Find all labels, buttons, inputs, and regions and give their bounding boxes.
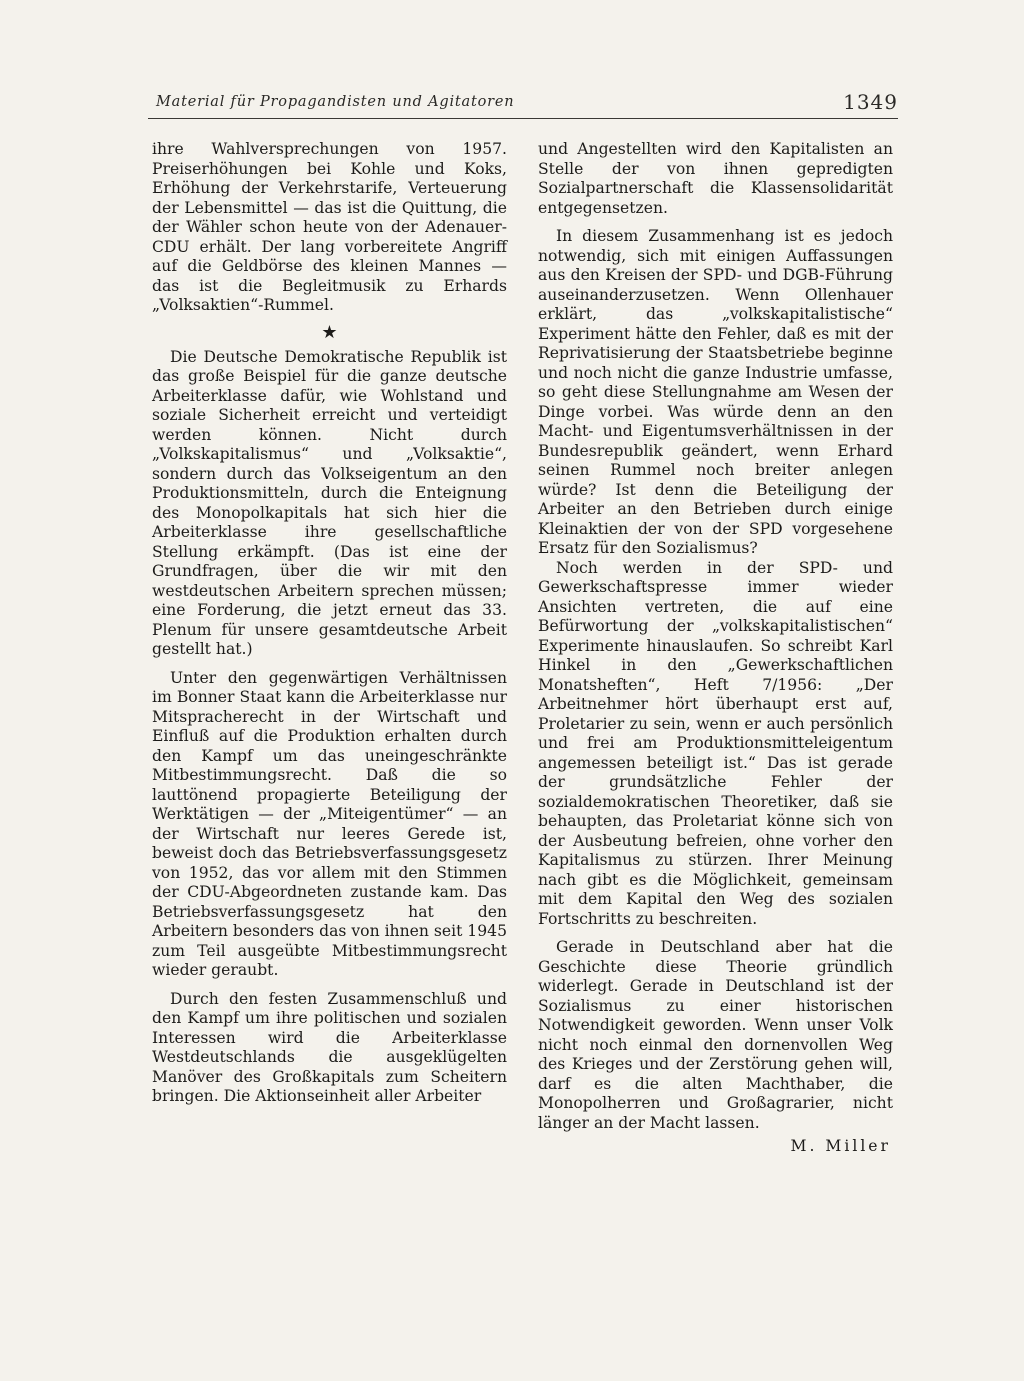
running-header [148, 90, 898, 118]
paragraph: Unter den gegenwärtigen Verhältnissen im Bonner Staat kann die Arbeiterklasse nur Mitspracherecht in der Wirtschaft und Einfluß auf die Produktion erhalten durch den Kampf um das uneingeschränkte Mitbestimmungsrecht. Daß die so lauttönend propagierte Beteiligung der Werktätigen — der „Miteigentümer“ — an der Wirtschaft nur leeres Gerede ist, beweist doch das Betriebsverfassungsgesetz von 1952, das vor allem mit den Stimmen der CDU-Abgeordneten zustande kam. Das Betriebsverfassungsgesetz hat den Arbeitern besonders das von ihnen seit 1945 zum Teil ausgeübte Mitbestimmungsrecht wieder geraubt. [152, 668, 507, 979]
author-signature: M. Miller [790, 1137, 891, 1155]
paragraph: In diesem Zusammenhang ist es jedoch notwendig, sich mit einigen Auffassungen aus den Kreisen der SPD- und DGB-Führung auseinanderzusetzen. Wenn Ollenhauer erklärt, das „volkskapitalistische“ Experiment hätte den Fehler, daß es mit der Reprivatisierung der Staatsbetriebe beginne und noch nicht die ganze Industrie umfasse, so geht diese Stellungnahme am Wesen der Dinge vorbei. Was würde denn an den Macht- und Eigentumsverhältnissen in der Bundesrepublik geändert, wenn Erhard seinen Rummel noch breiter anlegen würde? Ist denn die Beteiligung der Arbeiter an den Betrieben durch einige Kleinaktien der von der SPD vorgesehene Ersatz für den Sozialismus? [538, 227, 893, 557]
paragraph: Gerade in Deutschland aber hat die Geschichte diese Theorie gründlich widerlegt. Gerade in Deutschland ist der Sozialismus zu einer historischen Notwendigkeit geworden. Wenn unser Volk nicht noch einmal den dornenvollen Weg des Krieges und der Zerstörung gehen will, darf es die alten Machthaber, die Monopolherren und Großagrarier, nicht länger an der Macht lassen. [538, 938, 893, 1132]
paragraph: Noch werden in der SPD- und Gewerkschaftspresse immer wieder Ansichten vertreten, die auf eine Befürwortung der „volkskapitalistischen“ Experimente hinauslaufen. So schreibt Karl Hinkel in den „Gewerkschaftlichen Monatsheften“, Heft 7/1956: „Der Arbeitnehmer hört überhaupt erst auf, Proletarier zu sein, wenn er auch persönlich und frei am Produktionsmitteleigentum angemessen beteiligt ist.“ Das ist gerade der grundsätzliche Fehler der sozialdemokratischen Theoretiker, daß sie behaupten, das Proletariat könne sich von der Ausbeutung befreien, ohne vorher den Kapitalismus zu stürzen. Ihrer Meinung nach gibt es die Möglichkeit, gemeinsam mit dem Kapital den Weg des sozialen Fortschritts zu beschreiten. [538, 558, 893, 928]
header-rule [148, 118, 898, 119]
paragraph: Die Deutsche Demokratische Republik ist das große Beispiel für die ganze deutsche Arbeiterklasse dafür, wie Wohlstand und soziale Sicherheit erreicht und verteidigt werden können. Nicht durch „Volkskapitalismus“ und „Volksaktie“, sondern durch das Volkseigentum an den Produktionsmitteln, durch die Enteignung des Monopolkapitals hat sich hier die Arbeiterklasse ihre gesellschaftliche Stellung erkämpft. (Das ist eine der Grundfragen, über die wir mit den westdeutschen Arbeitern sprechen müssen; eine Forderung, die jetzt erneut das 33. Plenum für unsere gesamtdeutsche Arbeit gestellt hat.) [152, 347, 507, 658]
paragraph: ihre Wahlversprechungen von 1957. Preiserhöhungen bei Kohle und Koks, Erhöhung der Verkehrstarife, Verteuerung der Lebensmittel — das ist die Quittung, die der Wähler schon heute von der Adenauer-CDU erhält. Der lang vorbereitete Angriff auf die Geldbörse des kleinen Mannes — das ist die Begleitmusik zu Erhards „Volksaktien“-Rummel. [152, 140, 507, 314]
paragraph: Durch den festen Zusammenschluß und den Kampf um ihre politischen und sozialen Interessen wird die Arbeiterklasse Westdeutschlands die ausgeklügelten Manöver des Großkapitals zum Scheitern bringen. Die Aktionseinheit aller Arbeiter [152, 989, 507, 1105]
paragraph: und Angestellten wird den Kapitalisten an Stelle der von ihnen gepredigten Sozialpartnerschaft die Klassensolidarität entgegensetzen. [538, 140, 893, 217]
header-title: Material für Propagandisten und Agitatoren [156, 94, 515, 110]
left-column [152, 140, 507, 1107]
right-column [538, 140, 893, 1157]
page-number: 1349 [843, 90, 898, 114]
star-separator: ★ [321, 321, 338, 343]
